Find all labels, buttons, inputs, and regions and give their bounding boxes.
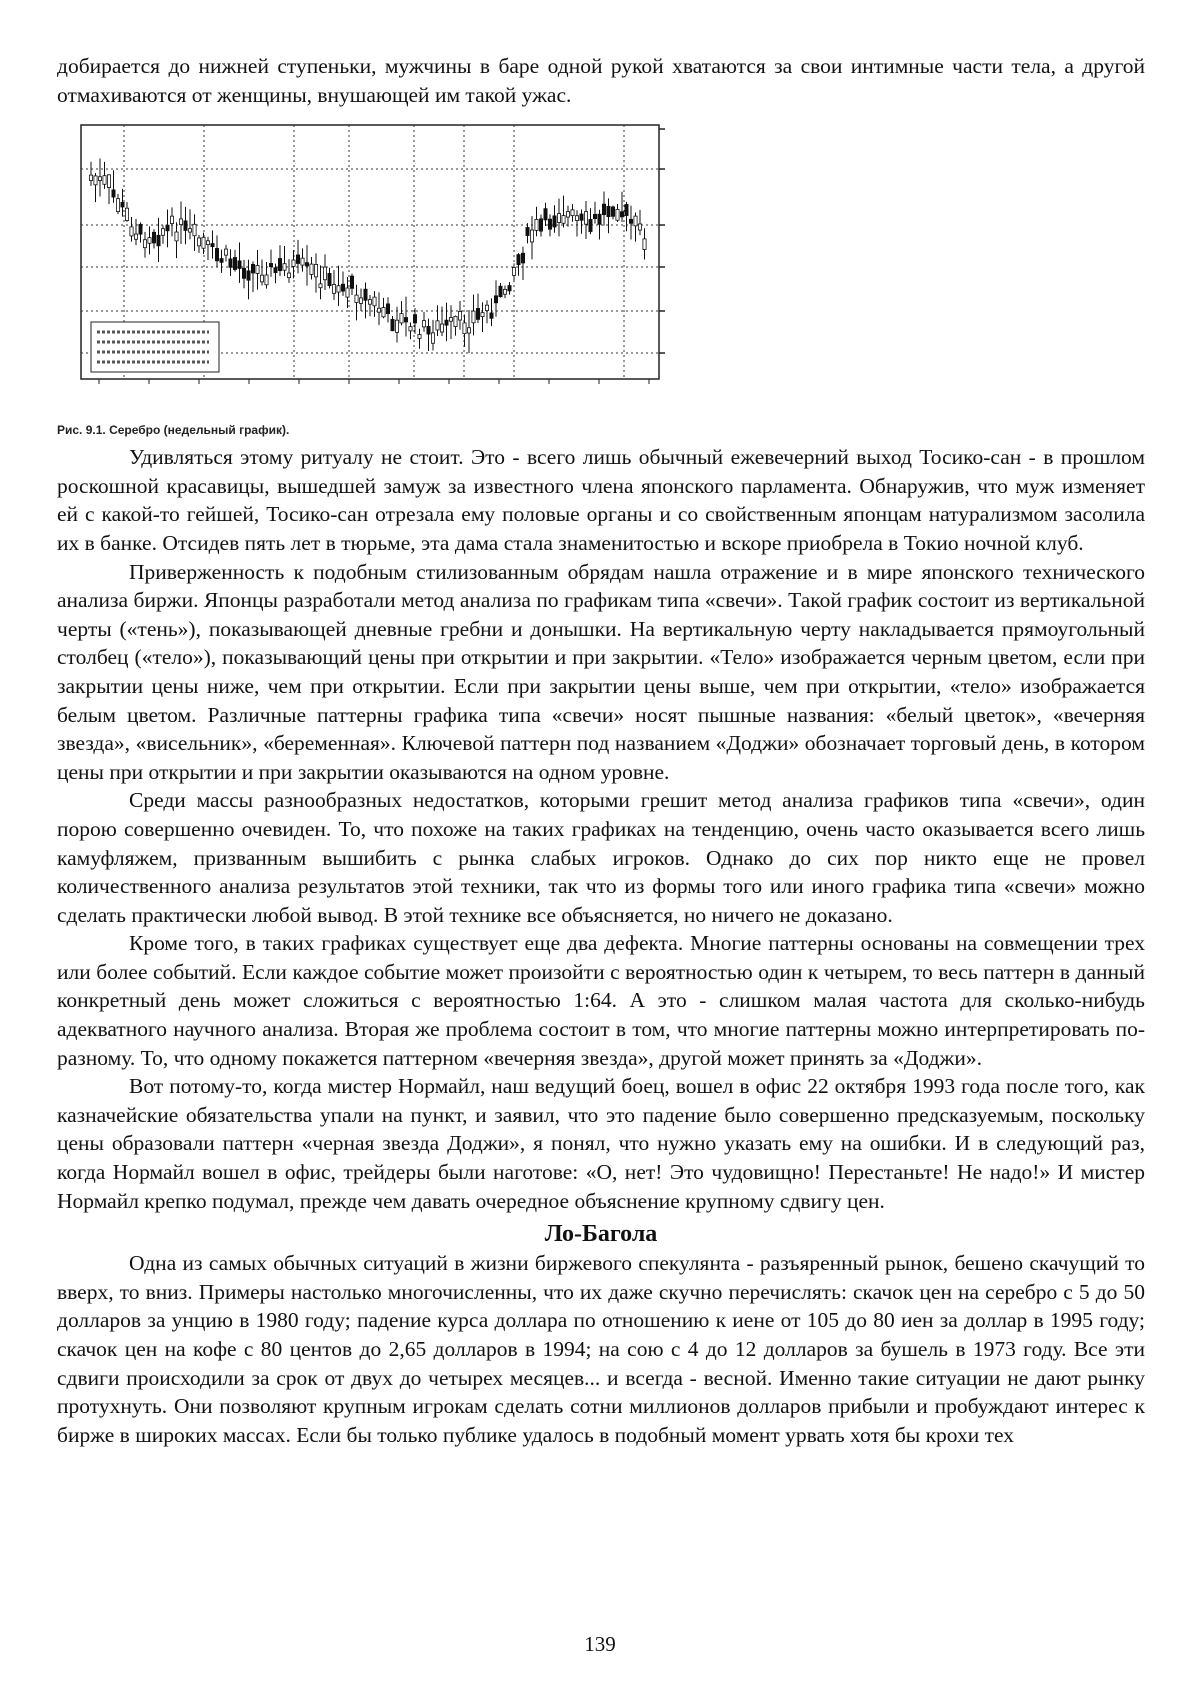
candle-body <box>323 267 326 280</box>
candle-body <box>544 209 547 220</box>
paragraph-body-0: Удивляться этому ритуалу не стоит. Это - всего лишь обычный ежевечерний выход Тосико-сан - в прошлом роскошной красавицы, вышедшей замуж за известного члена японского парламента. Обнаружив, что муж изменяет ей с какой-то гейшей, Тосико-сан отрезала ему половые органы и со свойственным японцам натурализмом засолила их в банке. Отсидев пять лет в тюрьме, эта дама стала знаменитостью и вскоре приобрела в Токио ночной клуб. <box>57 445 1145 555</box>
candle-body <box>409 327 412 331</box>
paragraph-body-1: Приверженность к подобным стилизованным обрядам нашла отражение и в мире японского технического анализа биржи. Японцы разработали метод анализа по графикам типа «свечи». Такой график состоит из вертикальной черты («тень»), показывающей дневные гребни и донышки. На вертикальную черту накладывается прямоугольный столбец («тело»), показывающий цены при открытии и при закрытии. «Тело» изображается черным цветом, если при закрытии цены ниже, чем при открытии. Если при закрытии цены выше, чем при открытии, «тело» изображается белым цветом. Различные паттерны графика типа «свечи» носят пышные названия: «белый цветок», «вечерняя звезда», «висельник», «беременная». Ключевой паттерн под названием «Доджи» обозначает торговый день, в котором цены при открытии и при закрытии оказываются на одном уровне. <box>57 559 1145 784</box>
candle-body <box>283 264 286 270</box>
candle-body <box>125 208 128 220</box>
candle-body <box>310 264 313 274</box>
candle-body <box>116 199 119 212</box>
candle-body <box>463 323 466 334</box>
chart-figure <box>69 117 679 411</box>
candle-body <box>350 276 353 288</box>
candle-body <box>494 296 497 303</box>
candle-body <box>265 275 268 285</box>
candle-body <box>359 298 362 303</box>
candle-body <box>305 263 308 266</box>
chart-inset-box <box>91 322 219 372</box>
candle-body <box>256 266 259 274</box>
candle-body <box>503 290 506 295</box>
candle-body <box>634 216 637 226</box>
candle-body <box>278 259 281 271</box>
candle-body <box>224 249 227 255</box>
candle-body <box>193 224 196 235</box>
candle-body <box>251 265 254 274</box>
candle-body <box>517 255 520 265</box>
candle-body <box>89 175 92 180</box>
candle-body <box>611 207 614 216</box>
candle-body <box>454 317 457 327</box>
candle-body <box>508 286 511 291</box>
candle-body <box>103 176 106 185</box>
candle-body <box>206 241 209 245</box>
candle-body <box>571 210 574 216</box>
candle-body <box>449 318 452 322</box>
candle-body <box>643 239 646 250</box>
candle-body <box>526 228 529 236</box>
candle-body <box>296 255 299 264</box>
candle-body <box>607 207 610 217</box>
candle-body <box>148 238 151 244</box>
candle-body <box>458 312 461 320</box>
candle-body <box>328 274 331 286</box>
candle-body <box>355 295 358 302</box>
candle-body <box>472 311 475 323</box>
candle-body <box>134 234 137 239</box>
candle-body <box>481 313 484 317</box>
paragraph-section-0: Одна из самых обычных ситуаций в жизни биржевого спекулянта - разъяренный рынок, бешено скачущий то вверх, то вниз. Примеры настолько многочисленны, что их даже скучно перечислять: скачок цен на серебро с 5 до 50 долларов за унцию в 1980 году; падение курса доллара по отношению к иене от 105 до 80 иен за доллар в 1995 году; скачок цен на кофе с 80 центов до 2,65 долларов в 1994; на сою с 4 до 12 долларов за бушель в 1973 году. Все эти сдвиги происходили за срок от двух до четырех месяцев... и всегда - весной. Именно такие ситуации не дают рынку протухнуть. Они позволяют крупным игрокам сделать сотни миллионов долларов прибыли и пробуждают интерес к бирже в широких массах. Если бы только публике удалось в подобный момент урвать хотя бы крохи тех <box>57 1251 1145 1447</box>
candle-body <box>490 313 493 318</box>
candle-body <box>188 229 191 232</box>
candle-body <box>332 285 335 294</box>
candle-body <box>274 268 277 273</box>
candle-body <box>292 260 295 266</box>
candle-body <box>539 219 542 231</box>
candle-body <box>593 215 596 219</box>
candle-body <box>427 327 430 335</box>
candle-body <box>467 328 470 333</box>
candle-body <box>337 286 340 292</box>
candle-body <box>499 286 502 296</box>
figure-caption: Рис. 9.1. Серебро (недельный график). <box>57 423 290 438</box>
candle-body <box>391 320 394 331</box>
candle-body <box>161 229 164 236</box>
candle-body <box>260 275 263 282</box>
candle-body <box>638 224 641 230</box>
candle-body <box>575 216 578 221</box>
candle-body <box>413 315 416 323</box>
candle-body <box>395 320 398 332</box>
paragraph-body-2: Среди массы разнообразных недостатков, которыми грешит метод анализа графиков типа «свечи», один порою совершенно очевиден. То, что похоже на таких графиках на тенденцию, очень часто оказывается всего лишь камуфляжем, призванным вышибить с рынка слабых игроков. Однако до сих пор никто еще не провел количественного анализа результатов этой техники, так что из формы того или иного графика типа «свечи» можно сделать практически любой вывод. В этой технике все объясняется, но ничего не доказано. <box>57 788 1145 927</box>
candle-body <box>485 305 488 310</box>
paragraph-top-0: добирается до нижней ступеньки, мужчины в баре одной рукой хватаются за свои интимные части тела, а другой отмахиваются от женщины, внушающей им такой ужас. <box>57 54 1145 107</box>
candle-body <box>436 321 439 330</box>
candle-body <box>602 204 605 215</box>
candle-body <box>130 227 133 236</box>
candle-body <box>157 236 160 246</box>
candle-body <box>121 203 124 208</box>
section-heading: Ло-Багола <box>544 1221 658 1248</box>
candle-body <box>314 265 317 277</box>
candle-body <box>319 284 322 288</box>
candle-body <box>476 309 479 320</box>
page-content <box>57 52 1145 1449</box>
candle-body <box>535 220 538 231</box>
candle-body <box>553 216 556 227</box>
candle-body <box>94 176 97 185</box>
candle-body <box>107 175 110 188</box>
candle-body <box>620 212 623 217</box>
candle-body <box>386 304 389 314</box>
candle-body <box>139 225 142 235</box>
candle-body <box>400 314 403 323</box>
candle-body <box>566 212 569 218</box>
candle-body <box>242 268 245 278</box>
candle-body <box>377 308 380 312</box>
candle-body <box>211 244 214 247</box>
candle-body <box>418 335 421 339</box>
candle-body <box>170 216 173 223</box>
candle-body <box>440 324 443 332</box>
candle-body <box>269 264 272 267</box>
candle-body <box>557 214 560 223</box>
candle-body <box>580 214 583 220</box>
candle-body <box>368 300 371 305</box>
candle-body <box>431 333 434 343</box>
candle-body <box>382 308 385 317</box>
candle-body <box>202 238 205 249</box>
candle-body <box>530 230 533 242</box>
candle-body <box>512 268 515 276</box>
candle-body <box>548 219 551 229</box>
candle-body <box>562 216 565 224</box>
candle-body <box>220 259 223 263</box>
candle-body <box>422 321 425 327</box>
candle-body <box>373 297 376 306</box>
candle-body <box>287 273 290 278</box>
candle-body <box>598 214 601 224</box>
candle-body <box>584 212 587 225</box>
candle-body <box>166 225 169 231</box>
candle-body <box>112 190 115 197</box>
candle-body <box>589 220 592 232</box>
candle-body <box>629 220 632 224</box>
candle-body <box>229 259 232 267</box>
candle-body <box>404 318 407 322</box>
candle-body <box>301 258 304 265</box>
silver-candlestick-chart <box>69 117 679 411</box>
candle-body <box>197 238 200 246</box>
candle-body <box>143 240 146 248</box>
candle-body <box>341 284 344 291</box>
candle-body <box>625 205 628 216</box>
candle-body <box>179 219 182 225</box>
paragraph-body-4: Вот потому-то, когда мистер Нормайл, наш ведущий боец, вошел в офис 22 октября 1993 года после того, как казначейские обязательства упали на пункт, и заявил, что это падение было совершенно предсказуемым, поскольку цены образовали паттерн «черная звезда Доджи», я понял, что нужно указать ему на ошибки. И в следующий раз, когда Нормайл вошел в офис, трейдеры были наготове: «О, нет! Это чудовищно! Перестаньте! Не надо!» И мистер Нормайл крепко подумал, прежде чем давать очередное объяснение крупному сдвигу цен. <box>57 1074 1145 1213</box>
candle-body <box>233 258 236 270</box>
candle-body <box>98 177 101 181</box>
candle-body <box>346 288 349 297</box>
paragraph-body-3: Кроме того, в таких графиках существует еще два дефекта. Многие паттерны основаны на совмещении трех или более событий. Если каждое событие может произойти с вероятностью один к четырем, то весь паттерн в данный конкретный день может сложиться с вероятностью 1:64. А это - слишком малая частота для сколько-нибудь адекватного научного анализа. Вторая же проблема состоит в том, что многие паттерны можно интерпретировать по-разному. То, что одному покажется паттерном «вечерняя звезда», другой может принять за «Доджи». <box>57 931 1145 1070</box>
candle-body <box>445 320 448 325</box>
candle-body <box>238 261 241 269</box>
candle-body <box>247 271 250 280</box>
candle-body <box>184 221 187 231</box>
page-number: 139 <box>584 1632 616 1656</box>
candle-body <box>521 253 524 263</box>
candle-body <box>364 289 367 300</box>
candle-body <box>616 210 619 221</box>
candle-body <box>152 232 155 243</box>
candle-body <box>175 232 178 241</box>
candle-body <box>215 249 218 261</box>
